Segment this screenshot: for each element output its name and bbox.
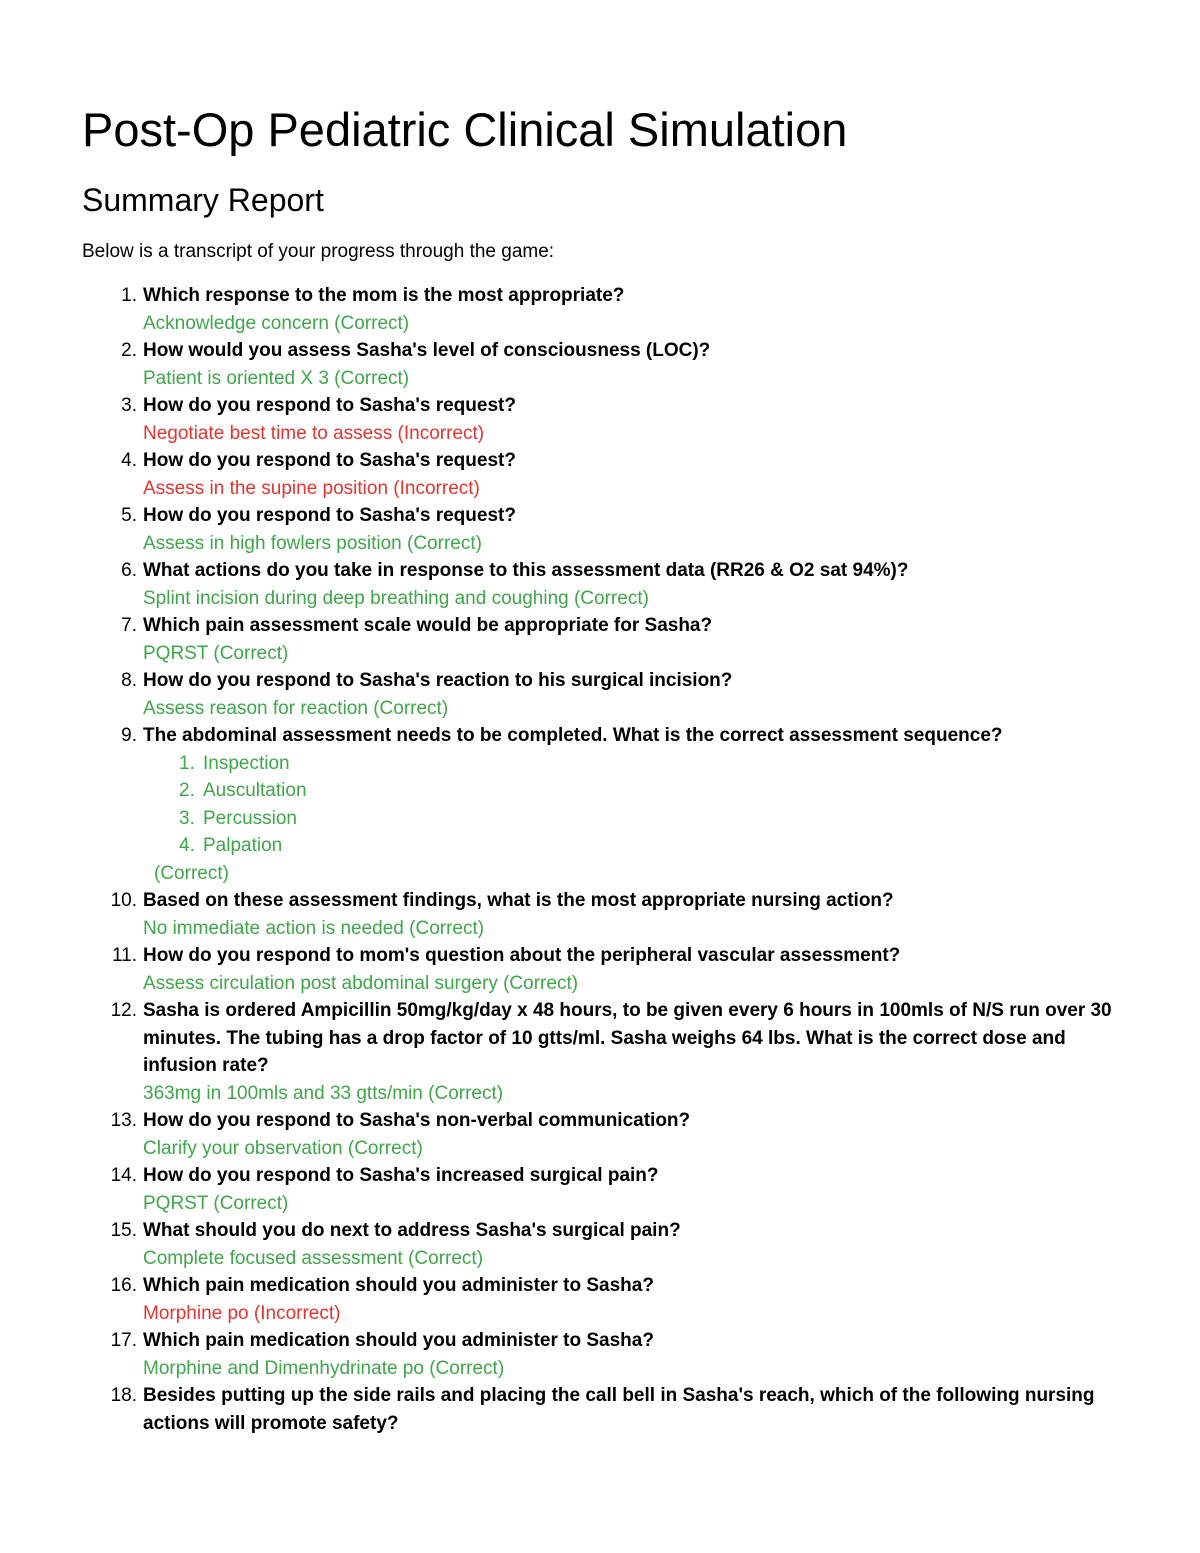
answer-text: Clarify your observation (Correct)	[143, 1137, 423, 1159]
transcript-item	[0, 1217, 1200, 1272]
question-text: How do you respond to Sasha's reaction to his surgical incision?	[143, 670, 733, 691]
sequence-number: 2.	[179, 780, 195, 801]
answer-text: Assess reason for reaction (Correct)	[143, 697, 449, 719]
answer-text: Morphine and Dimenhydrinate po (Correct)	[143, 1357, 505, 1379]
question-text: How do you respond to Sasha's non-verbal communication?	[143, 1110, 691, 1131]
answer-text: Splint incision during deep breathing and coughing (Correct)	[143, 587, 649, 609]
transcript-item	[0, 557, 1200, 612]
question-text: How would you assess Sasha's level of consciousness (LOC)?	[143, 340, 711, 361]
transcript-item	[0, 392, 1200, 447]
question-text: The abdominal assessment needs to be completed. What is the correct assessment sequence?	[143, 725, 1003, 746]
answer-text: Assess in high fowlers position (Correct)	[143, 532, 482, 554]
transcript-item	[0, 337, 1200, 392]
transcript-item	[0, 1107, 1200, 1162]
answer-text: PQRST (Correct)	[143, 642, 289, 664]
sequence-item	[143, 832, 1140, 860]
transcript-item	[0, 887, 1200, 942]
item-number: 14.	[110, 1165, 137, 1186]
transcript-item	[0, 1382, 1200, 1437]
assessment-sequence-list	[143, 750, 1140, 860]
item-number: 7.	[121, 615, 137, 636]
answer-text: Assess in the supine position (Incorrect)	[143, 477, 480, 499]
sequence-item	[143, 805, 1140, 833]
item-number: 2.	[121, 340, 137, 361]
sequence-label: Auscultation	[203, 780, 307, 801]
question-text: What should you do next to address Sasha's surgical pain?	[143, 1220, 681, 1241]
transcript-item	[0, 612, 1200, 667]
sequence-number: 3.	[179, 807, 195, 829]
question-text: Which pain assessment scale would be appropriate for Sasha?	[143, 615, 713, 636]
report-subtitle: Summary Report	[82, 182, 324, 218]
item-number: 9.	[121, 725, 137, 746]
transcript-item	[0, 1272, 1200, 1327]
intro-text: Below is a transcript of your progress through the game:	[82, 241, 555, 262]
transcript-item	[0, 942, 1200, 997]
item-number: 17.	[110, 1330, 137, 1351]
item-number: 8.	[121, 670, 137, 691]
answer-text: PQRST (Correct)	[143, 1192, 289, 1214]
answer-text: Patient is oriented X 3 (Correct)	[143, 367, 410, 389]
answer-text: Complete focused assessment (Correct)	[143, 1247, 484, 1269]
item-number: 18.	[110, 1385, 137, 1406]
item-number: 6.	[121, 560, 137, 581]
sequence-number: 1.	[179, 752, 195, 774]
question-text: Based on these assessment findings, what is the most appropriate nursing action?	[143, 890, 894, 911]
item-number: 16.	[110, 1275, 137, 1296]
item-number: 15.	[110, 1220, 137, 1241]
question-text: How do you respond to mom's question about the peripheral vascular assessment?	[143, 945, 901, 966]
item-number: 5.	[121, 505, 137, 526]
answer-text: Assess circulation post abdominal surgery (Correct)	[143, 972, 579, 994]
item-number: 13.	[110, 1110, 137, 1131]
item-number: 4.	[121, 450, 137, 471]
question-text: Besides putting up the side rails and placing the call bell in Sasha's reach, which of the following nursing actions will promote safety?	[143, 1385, 1095, 1434]
question-text: How do you respond to Sasha's request?	[143, 450, 516, 471]
question-text: How do you respond to Sasha's request?	[143, 505, 516, 526]
answer-status: (Correct)	[154, 862, 229, 884]
item-number: 1.	[121, 285, 137, 306]
transcript-item	[0, 502, 1200, 557]
transcript-item	[0, 1162, 1200, 1217]
item-number: 10.	[110, 890, 137, 911]
question-text: How do you respond to Sasha's request?	[143, 395, 516, 416]
question-text: What actions do you take in response to this assessment data (RR26 & O2 sat 94%)?	[143, 560, 909, 581]
transcript-item	[0, 722, 1200, 887]
item-number: 3.	[121, 395, 137, 416]
sequence-item	[143, 777, 1140, 805]
answer-text: Negotiate best time to assess (Incorrect)	[143, 422, 485, 444]
transcript-item	[0, 282, 1200, 337]
answer-text: 363mg in 100mls and 33 gtts/min (Correct)	[143, 1082, 504, 1104]
answer-text: Acknowledge concern (Correct)	[143, 312, 410, 334]
transcript-item	[0, 1327, 1200, 1382]
answer-text: Morphine po (Incorrect)	[143, 1302, 341, 1324]
transcript-item	[0, 447, 1200, 502]
transcript-list	[0, 282, 1200, 1437]
page-title: Post-Op Pediatric Clinical Simulation	[82, 103, 848, 156]
question-text: Sasha is ordered Ampicillin 50mg/kg/day x 48 hours, to be given every 6 hours in 100mls of N/S run over 30 minutes. The tubing has a drop factor of 10 gtts/ml. Sasha weighs 64 lbs. What is the correct dose and infusion rate?	[143, 1000, 1112, 1076]
transcript-item	[0, 997, 1200, 1107]
question-text: Which response to the mom is the most appropriate?	[143, 285, 625, 306]
sequence-label: Palpation	[203, 835, 283, 856]
question-text: Which pain medication should you administer to Sasha?	[143, 1330, 654, 1351]
item-number: 11.	[111, 945, 137, 966]
answer-text: No immediate action is needed (Correct)	[143, 917, 485, 939]
sequence-number: 4.	[179, 835, 195, 856]
sequence-label: Percussion	[203, 807, 297, 829]
question-text: How do you respond to Sasha's increased surgical pain?	[143, 1165, 659, 1186]
item-number: 12.	[110, 1000, 137, 1021]
sequence-label: Inspection	[203, 752, 290, 774]
question-text: Which pain medication should you administer to Sasha?	[143, 1275, 654, 1296]
sequence-item	[143, 750, 1140, 778]
transcript-item	[0, 667, 1200, 722]
